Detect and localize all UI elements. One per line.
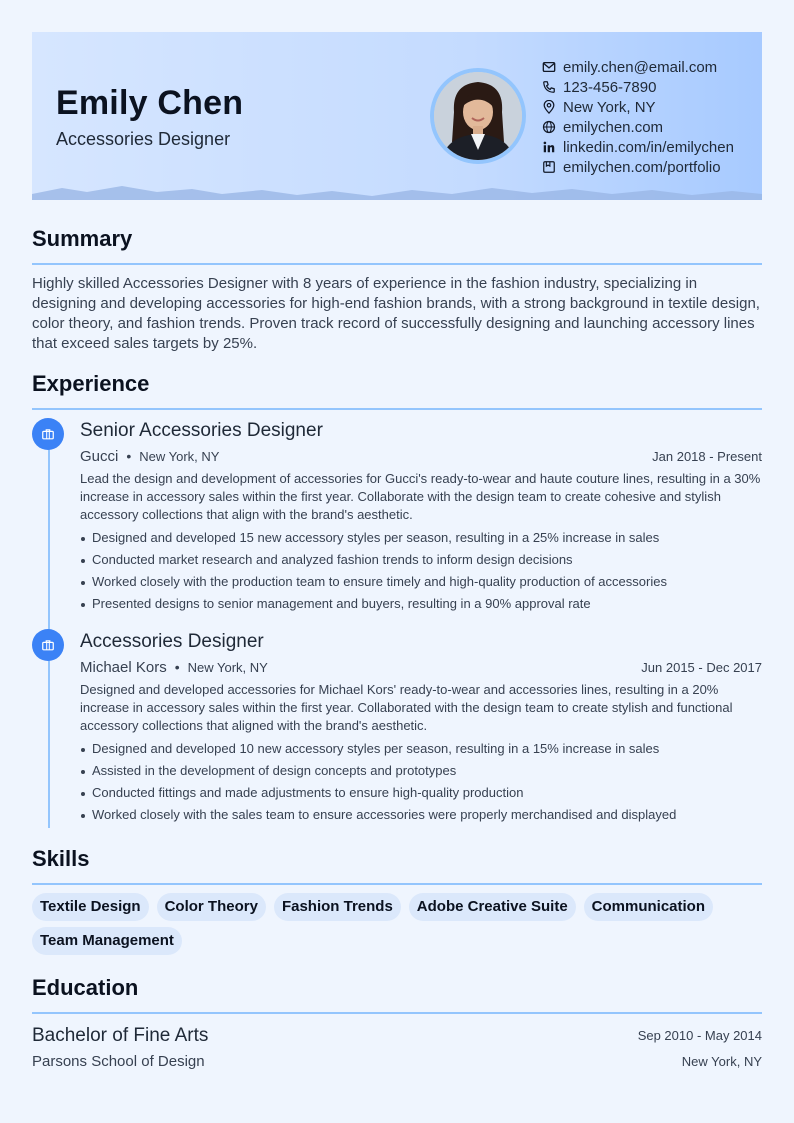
location-text: New York, NY <box>563 98 656 116</box>
degree-title: Bachelor of Fine Arts <box>32 1025 209 1046</box>
job-location: New York, NY <box>187 660 268 675</box>
skill-chip: Communication <box>584 893 713 921</box>
summary-divider <box>32 263 762 265</box>
profile-photo <box>430 68 526 164</box>
job-achievements <box>80 738 762 826</box>
summary-heading: Summary <box>32 226 133 251</box>
job-title: Accessories Designer <box>80 631 264 652</box>
job-company-line: Gucci • New York, NY <box>80 448 220 465</box>
achievement-item: Worked closely with the sales team to ensure accessories were properly merchandised and displayed <box>80 804 762 826</box>
experience-heading: Experience <box>32 371 150 396</box>
company-name: Gucci <box>80 448 119 465</box>
mail-icon <box>542 60 556 74</box>
linkedin-icon <box>542 140 556 154</box>
education-dates: Sep 2010 - May 2014 <box>637 1028 762 1043</box>
skills-list <box>32 893 762 955</box>
education-heading: Education <box>32 975 139 1000</box>
contact-website[interactable] <box>542 117 734 137</box>
briefcase-icon <box>32 629 64 661</box>
job-location: New York, NY <box>139 449 220 464</box>
achievement-item: Assisted in the development of design concepts and prototypes <box>80 760 762 782</box>
summary-text: Highly skilled Accessories Designer with 8 years of experience in the fashion industry, specializing in designing and developing accessories for high-end fashion brands, with a strong background in textile design, color theory, and fashion trends. Proven track record of successfully designing and launching accessory lines that exceed sales targets by 25%. <box>32 275 760 352</box>
contact-phone[interactable] <box>542 77 734 97</box>
portfolio-icon <box>542 160 556 174</box>
phone-text: 123-456-7890 <box>563 78 657 96</box>
school-name: Parsons School of Design <box>32 1053 205 1070</box>
job-dates: Jan 2018 - Present <box>652 449 762 464</box>
skills-heading: Skills <box>32 846 90 871</box>
resume-header <box>32 32 762 200</box>
achievement-item: Designed and developed 15 new accessory styles per season, resulting in a 25% increase in sales <box>80 527 762 549</box>
achievement-item: Presented designs to senior management and buyers, resulting in a 90% approval rate <box>80 593 762 615</box>
skill-chip: Adobe Creative Suite <box>409 893 576 921</box>
website-text: emilychen.com <box>563 118 664 136</box>
education-location: New York, NY <box>681 1054 762 1069</box>
experience-divider <box>32 408 762 410</box>
company-name: Michael Kors <box>80 659 167 676</box>
email-text: emily.chen@email.com <box>563 58 718 76</box>
job-title: Senior Accessories Designer <box>80 420 323 441</box>
job-company-line: Michael Kors • New York, NY <box>80 659 268 676</box>
candidate-role: Accessories Designer <box>56 129 231 149</box>
skill-chip: Textile Design <box>32 893 149 921</box>
job-description: Lead the design and development of accessories for Gucci's ready-to-wear and haute couture lines, resulting in a 30% increase in accessory sales within the first year. Collaborate with the design team to create cohesive and stylish accessory collections that align with the brand's aesthetic. <box>80 471 761 522</box>
globe-icon <box>542 120 556 134</box>
achievement-item: Conducted fittings and made adjustments to ensure high-quality production <box>80 782 762 804</box>
skills-divider <box>32 883 762 885</box>
contact-list <box>542 57 734 177</box>
job-description: Designed and developed accessories for Michael Kors' ready-to-wear and accessories lines, resulting in a 20% increase in accessory sales within the first year. Collaborated with the design team to create stylish and functional accessory collections that aligned with the brand's aesthetic. <box>80 682 733 733</box>
achievement-item: Designed and developed 10 new accessory styles per season, resulting in a 15% increase in sales <box>80 738 762 760</box>
skill-chip: Color Theory <box>157 893 266 921</box>
portfolio-text: emilychen.com/portfolio <box>563 158 721 176</box>
achievement-item: Worked closely with the production team to ensure timely and high-quality production of accessories <box>80 571 762 593</box>
skill-chip: Team Management <box>32 927 182 955</box>
contact-email[interactable] <box>542 57 734 77</box>
candidate-name: Emily Chen <box>56 84 244 122</box>
location-pin-icon <box>542 100 556 114</box>
job-achievements <box>80 527 762 615</box>
briefcase-icon <box>32 418 64 450</box>
linkedin-text: linkedin.com/in/emilychen <box>563 138 734 156</box>
education-divider <box>32 1012 762 1014</box>
contact-linkedin[interactable] <box>542 137 734 157</box>
achievement-item: Conducted market research and analyzed fashion trends to inform design decisions <box>80 549 762 571</box>
portrait-illustration <box>434 72 522 160</box>
header-wave-decoration <box>32 184 762 200</box>
contact-portfolio[interactable] <box>542 157 734 177</box>
job-dates: Jun 2015 - Dec 2017 <box>641 660 762 675</box>
phone-icon <box>542 80 556 94</box>
contact-location <box>542 97 734 117</box>
skill-chip: Fashion Trends <box>274 893 401 921</box>
